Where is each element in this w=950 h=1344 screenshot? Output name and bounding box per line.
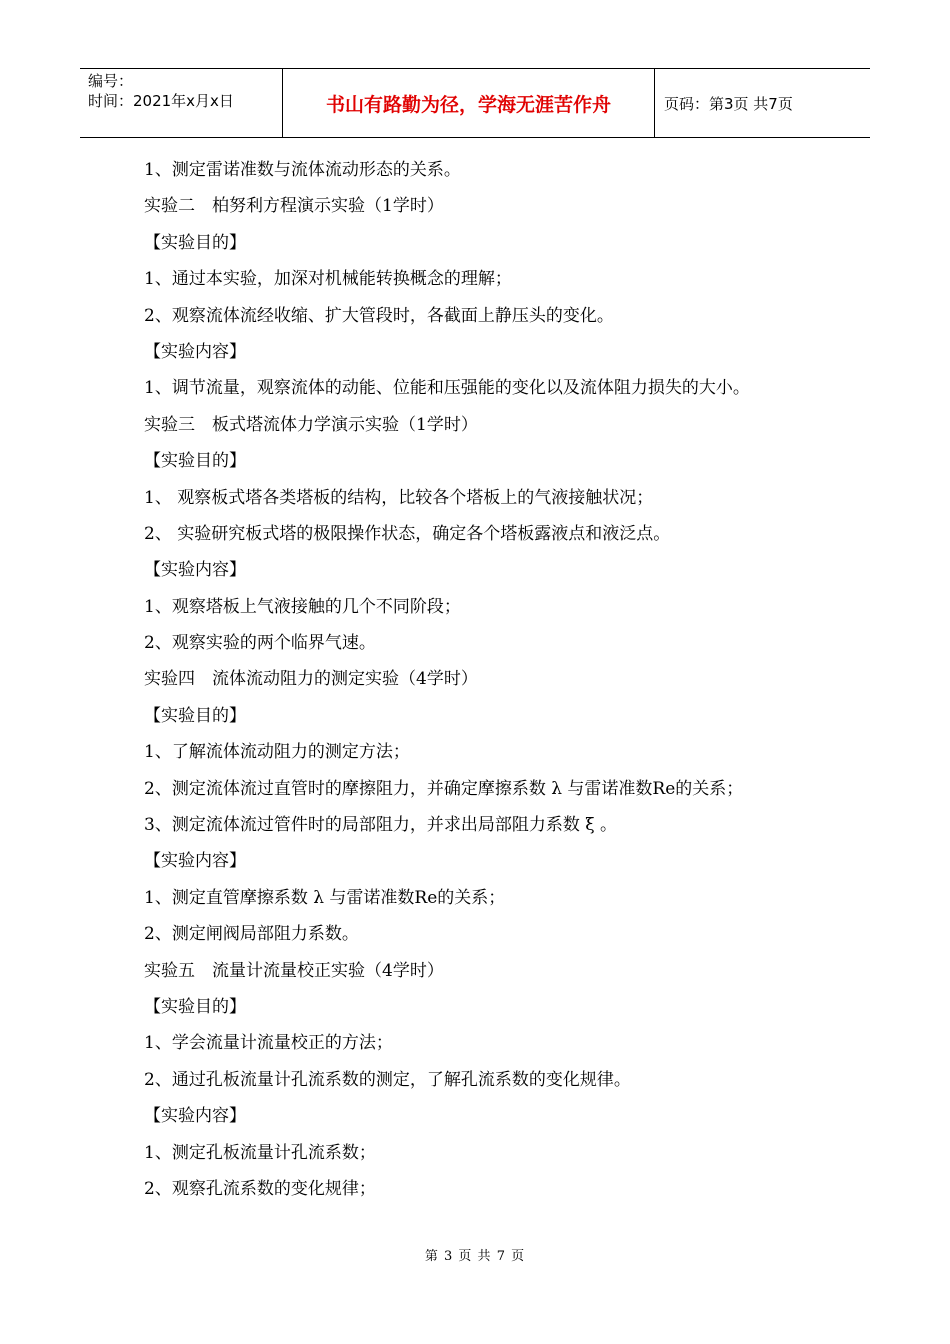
body-line: 【实验目的】 <box>144 451 246 472</box>
section-heading <box>144 407 844 443</box>
document-date-label: 时间：2021年x月x日 <box>88 92 234 110</box>
body-line: 【实验内容】 <box>144 1106 246 1127</box>
body-line: 【实验目的】 <box>144 996 246 1017</box>
header-page-number: 页码：第3页 共7页 <box>664 94 793 113</box>
body-line: 3、测定流体流过管件时的局部阻力，并求出局部阻力系数 ξ 。 <box>144 815 617 836</box>
body-line: 2、观察流体流经收缩、扩大管段时，各截面上静压头的变化。 <box>144 305 614 326</box>
document-body <box>144 152 844 1207</box>
section-hours: （4学时） <box>365 960 444 981</box>
body-line: 2、观察孔流系数的变化规律； <box>144 1178 376 1199</box>
body-line: 【实验内容】 <box>144 851 246 872</box>
section-hours: （1学时） <box>399 414 478 435</box>
body-line: 【实验内容】 <box>144 341 246 362</box>
body-line: 2、观察实验的两个临界气速。 <box>144 633 376 654</box>
section-title: 实验五 流量计流量校正实验 <box>144 960 365 981</box>
body-line: 2、 实验研究板式塔的极限操作状态，确定各个塔板露液点和液泛点。 <box>144 523 671 544</box>
document-number-label: 编号： <box>88 72 134 90</box>
header-motto: 书山有路勤为径，学海无涯苦作舟 <box>282 69 655 137</box>
body-line: 1、学会流量计流量校正的方法； <box>144 1033 393 1054</box>
section-heading <box>144 188 844 224</box>
section-heading <box>144 953 844 989</box>
section-hours: （1学时） <box>365 196 444 217</box>
page-footer: 第 3 页 共 7 页 <box>424 1249 526 1264</box>
section-title: 实验三 板式塔流体力学演示实验 <box>144 414 399 435</box>
body-line: 1、观察塔板上气液接触的几个不同阶段； <box>144 596 461 617</box>
page-header <box>80 68 870 138</box>
body-line: 【实验目的】 <box>144 232 246 253</box>
body-line: 1、通过本实验，加深对机械能转换概念的理解； <box>144 269 512 290</box>
body-line: 【实验目的】 <box>144 705 246 726</box>
section-title: 实验二 柏努利方程演示实验 <box>144 196 365 217</box>
body-line: 1、 观察板式塔各类塔板的结构，比较各个塔板上的气液接触状况； <box>144 487 654 508</box>
body-line: 2、测定流体流过直管时的摩擦阻力，并确定摩擦系数 λ 与雷诺准数Re的关系； <box>144 778 744 799</box>
header-info <box>80 69 282 137</box>
body-line: 【实验内容】 <box>144 560 246 581</box>
body-line: 1、了解流体流动阻力的测定方法； <box>144 742 410 763</box>
section-title: 实验四 流体流动阻力的测定实验 <box>144 669 399 690</box>
body-line: 2、测定闸阀局部阻力系数。 <box>144 924 359 945</box>
body-line: 1、测定雷诺准数与流体流动形态的关系。 <box>144 160 461 180</box>
body-line: 1、测定直管摩擦系数 λ 与雷诺准数Re的关系； <box>144 887 506 908</box>
body-line: 1、调节流量，观察流体的动能、位能和压强能的变化以及流体阻力损失的大小。 <box>144 378 750 399</box>
body-line: 1、测定孔板流量计孔流系数； <box>144 1142 376 1163</box>
body-line: 2、通过孔板流量计孔流系数的测定，了解孔流系数的变化规律。 <box>144 1069 631 1090</box>
section-heading <box>144 661 844 697</box>
section-hours: （4学时） <box>399 669 478 690</box>
